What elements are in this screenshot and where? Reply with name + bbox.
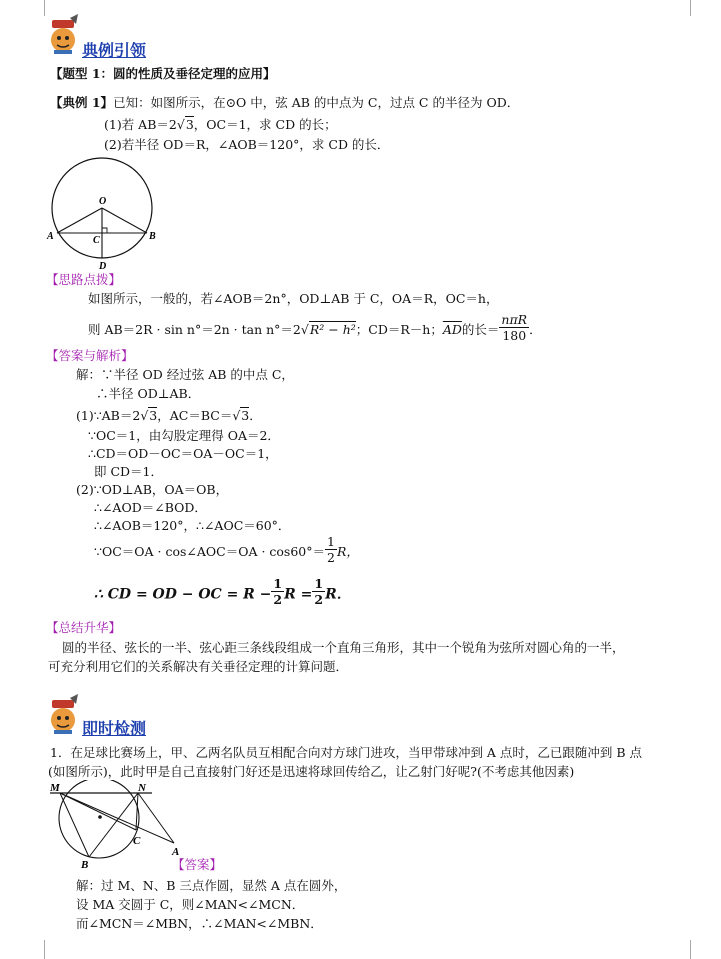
solution-line-2: ∴半径 OD⊥AB． bbox=[96, 386, 201, 401]
pencil-mascot-icon-2 bbox=[46, 694, 80, 734]
crop-mark-top-left bbox=[30, 0, 45, 16]
figure-label-o: O bbox=[99, 196, 107, 207]
hint-tag: 【思路点拨】 bbox=[46, 272, 122, 287]
exercise-1-line-1: 1．在足球比赛场上，甲、乙两名队员互相配合向对方球门进攻，当甲带球冲到 A 点时，乙已跟随冲到 B 点 bbox=[50, 745, 643, 760]
crop-mark-bottom-left bbox=[30, 940, 45, 959]
solution-line-7: (2)∵OD⊥AB，OA＝OB， bbox=[76, 482, 229, 497]
figure-label-b2: B bbox=[81, 859, 89, 870]
solution-line-9: ∴∠AOB＝120°，∴∠AOC＝60°． bbox=[94, 518, 291, 533]
exercise-1-line-2: (如图所示)，此时甲是自己直接射门好还是迅速将球回传给乙，让乙射门好呢?(不考虑其他因素) bbox=[48, 764, 575, 779]
exercise-answer-tag: 【答案】 bbox=[172, 857, 223, 872]
example-intro: 【典例 1】已知：如图所示，在⊙O 中，弦 AB 的中点为 C，过点 C 的半径为 OD． bbox=[50, 95, 520, 110]
example-question-1: (1)若 AB＝2√3，OC＝1，求 CD 的长； bbox=[104, 117, 337, 132]
hint-line-1: 如图所示，一般的，若∠AOB＝2n°，OD⊥AB 于 C，OA＝R，OC＝h， bbox=[88, 291, 499, 306]
figure-label-n: N bbox=[138, 782, 146, 794]
exercise-answer-line-3: 而∠MCN＝∠MBN，∴∠MAN<∠MBN． bbox=[76, 916, 323, 931]
figure-label-d: D bbox=[99, 261, 107, 270]
figure-label-a2: A bbox=[172, 846, 180, 858]
crop-mark-bottom-right bbox=[690, 940, 705, 959]
figure-label-m: M bbox=[50, 782, 60, 794]
section-title-quick-test: 即时检测 bbox=[82, 719, 147, 738]
solution-line-4: ∵OC＝1，由勾股定理得 OA＝2． bbox=[88, 428, 280, 443]
crop-mark-top-right bbox=[690, 0, 705, 16]
solution-line-11: ∴ CD = OD − OC = R − $\frac{1}{2}$ R = $\frac{1}{2}$ R． bbox=[94, 576, 351, 607]
solution-line-5: ∴CD＝OD－OC＝OA－OC＝1， bbox=[88, 446, 278, 461]
exercise-answer-line-2: 设 MA 交圆于 C，则∠MAN<∠MCN． bbox=[76, 897, 305, 912]
summary-line-2: 可充分利用它们的关系解决有关垂径定理的计算问题． bbox=[48, 659, 349, 674]
answer-tag: 【答案与解析】 bbox=[46, 348, 134, 363]
figure-label-c: C bbox=[93, 235, 100, 246]
arc-ad: $\overline{AD}$ bbox=[442, 322, 462, 337]
circle-chord-figure bbox=[44, 152, 162, 270]
topic-heading: 【题型 1：圆的性质及垂径定理的应用】 bbox=[50, 66, 276, 81]
hint-line-2: 则 AB＝2R · sin n°＝2n · tan n°＝2√R² − h²；CD＝R－h；$\overline{AD}$的长＝ $\frac{\text{nπR}}{180}$ ． bbox=[88, 312, 542, 343]
summary-tag: 【总结升华】 bbox=[46, 620, 122, 635]
figure-label-a: A bbox=[47, 231, 54, 242]
solution-line-1: 解：∵半径 OD 经过弦 AB 的中点 C， bbox=[76, 367, 294, 382]
solution-line-10: ∵OC＝OA · cos∠AOC＝OA · cos60°＝ $\frac{1}{2}$ R， bbox=[94, 534, 359, 565]
solution-line-3: (1)∵AB＝2√3，AC＝BC＝√3． bbox=[76, 408, 262, 423]
pencil-mascot-icon bbox=[46, 14, 80, 54]
figure-label-b: B bbox=[149, 231, 156, 242]
solution-line-6: 即 CD＝1． bbox=[94, 464, 164, 479]
summary-line-1: 圆的半径、弦长的一半、弦心距三条线段组成一个直角三角形，其中一个锐角为弦所对圆心角的一半， bbox=[62, 640, 625, 655]
solution-line-8: ∴∠AOD＝∠BOD． bbox=[94, 500, 207, 515]
section-title-examples: 典例引领 bbox=[82, 41, 147, 60]
exercise-answer-line-1: 解：过 M、N、B 三点作圆，显然 A 点在圆外， bbox=[76, 878, 347, 893]
soccer-goal-figure bbox=[44, 780, 190, 870]
example-question-2: (2)若半径 OD＝R，∠AOB＝120°，求 CD 的长． bbox=[104, 137, 390, 152]
figure-label-c2: C bbox=[133, 835, 141, 847]
